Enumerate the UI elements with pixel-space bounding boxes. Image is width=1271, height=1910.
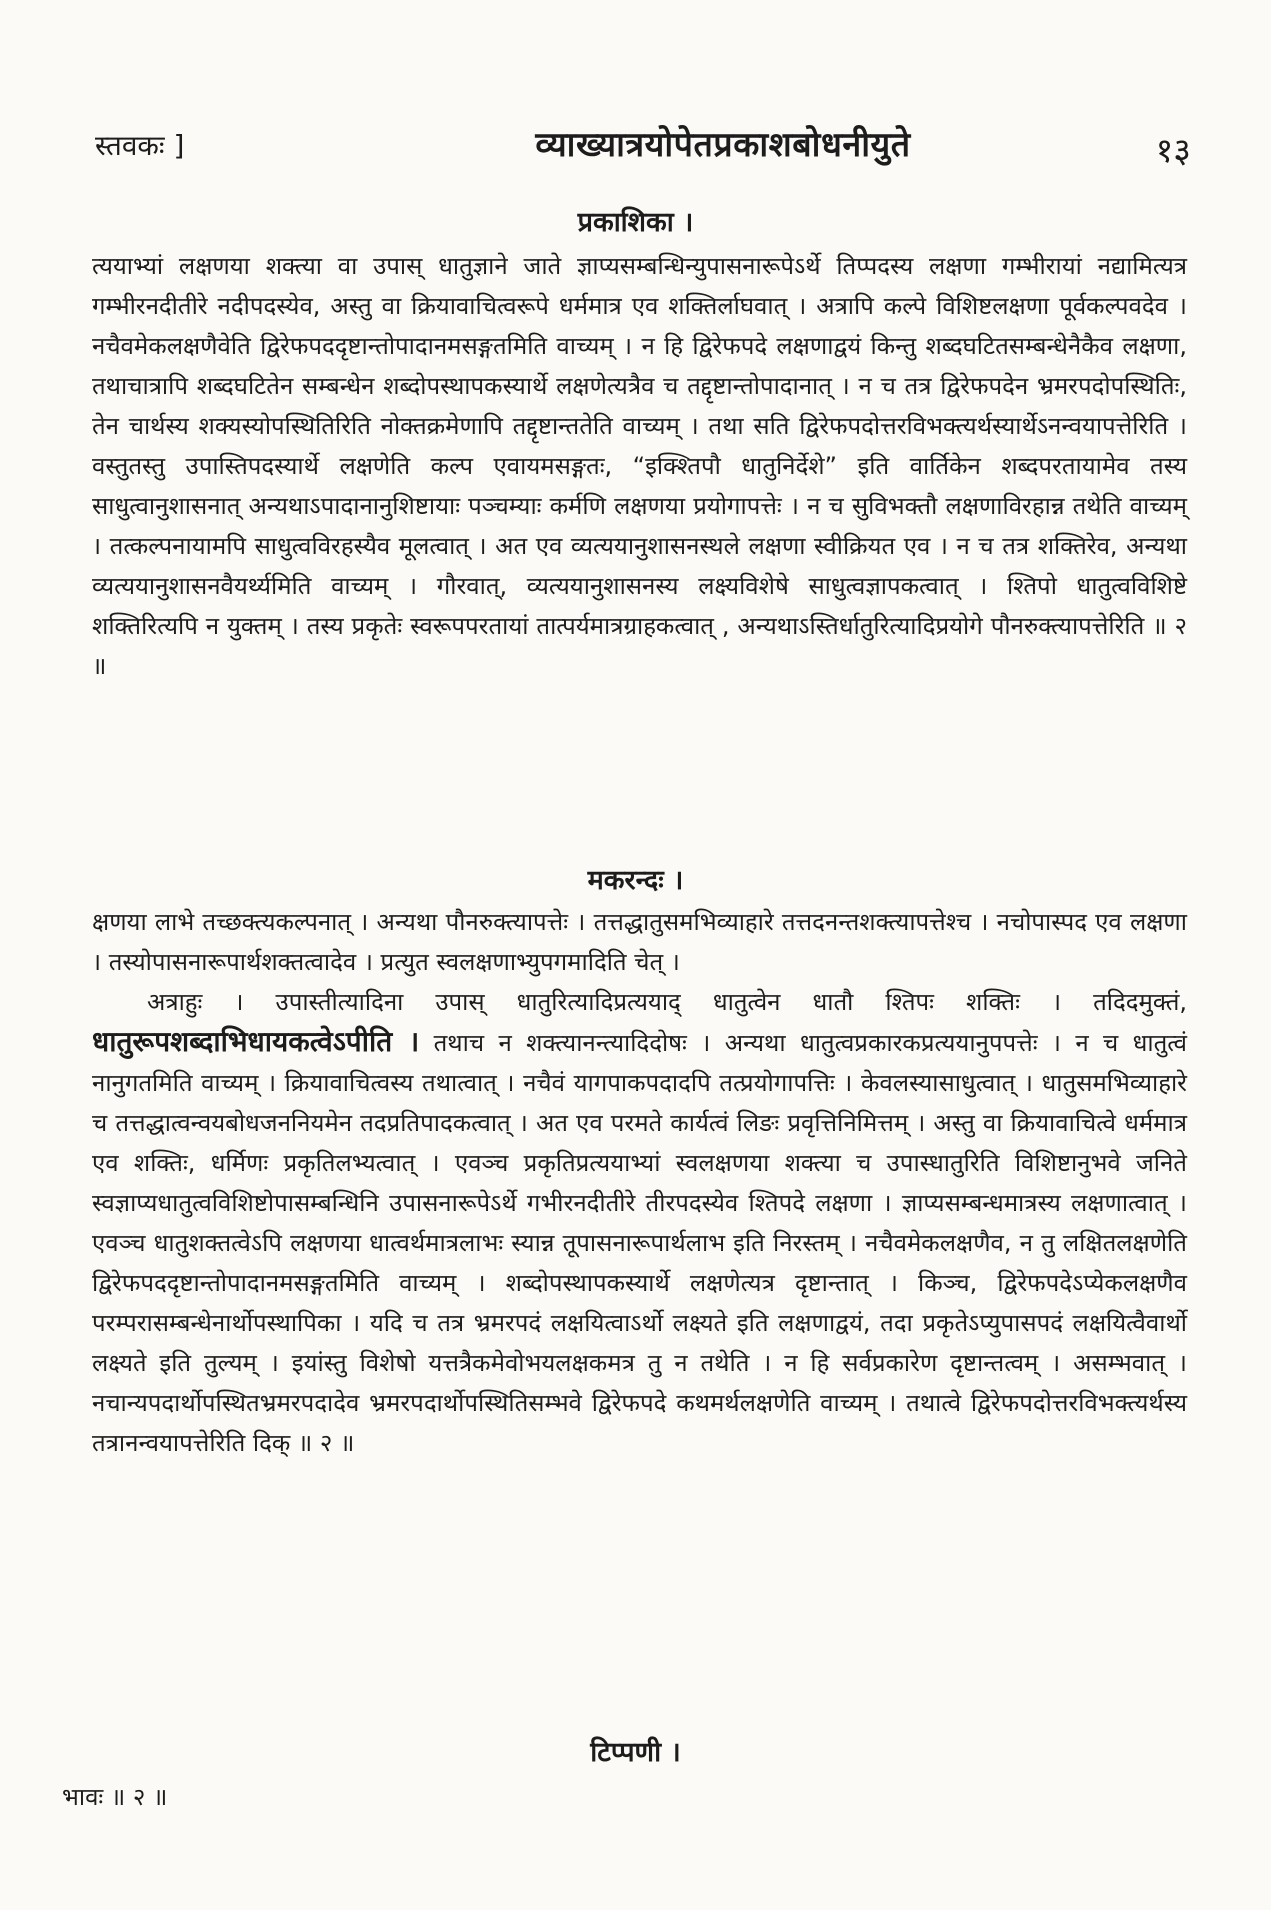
makaranda-paragraph-1: क्षणया लाभे तच्छक्त्यकल्पनात् । अन्यथा पौनरुक्त्यापत्तेः । तत्तद्धातुसमभिव्याहारे तत्तदनन्तशक्त्यापत्तेश्च । नचोपास्पद एव लक्षणा । तस्योपासनारूपार्थशक्तत्वादेव । प्रत्युत स्वलक्षणाभ्युपगमादिति चेत् । bbox=[92, 908, 1187, 976]
prakashika-heading: प्रकाशिका । bbox=[577, 207, 694, 238]
makaranda-para2-start: अत्राहुः । उपास्तीत्यादिना उपास् धातुरित्यादिप्रत्ययाद् धातुत्वेन धातौ श्तिपः शक्तिः । तदिदमुक्तं, bbox=[147, 988, 1187, 1016]
makaranda-paragraph-2 bbox=[92, 982, 1187, 1463]
makaranda-heading: मकरन्दः । bbox=[587, 865, 684, 896]
chapter-label: स्तवकः ] bbox=[95, 129, 185, 162]
page-number: १३ bbox=[1155, 131, 1191, 171]
makaranda-text bbox=[92, 902, 1187, 1463]
tippani-text: भावः ॥ २ ॥ bbox=[62, 1783, 168, 1811]
running-title: व्याख्यात्रयोपेतप्रकाशबोधनीयुते bbox=[535, 125, 911, 165]
running-head bbox=[95, 120, 1191, 170]
emphasized-quote: धातुरूपशब्दाभिधायकत्वेऽपीति । bbox=[92, 1025, 420, 1058]
makaranda-para2-rest: तथाच न शक्त्यानन्त्यादिदोषः । अन्यथा धातुत्वप्रकारकप्रत्ययानुपपत्तेः । न च धातुत्वं नानुगतमिति वाच्यम् । क्रियावाचित्वस्य तथात्वात् । नचैवं यागपाकपदादपि तत्प्रयोगापत्तिः । केवलस्यासाधुत्वात् । धातुसमभिव्याहारे च तत्तद्धात्वन्वयबोधजननियमेन तदप्रतिपादकत्वात् । अत एव परमते कार्यत्वं लिङः प्रवृत्तिनिमित्तम् । अस्तु वा क्रियावाचित्वे धर्ममात्र एव शक्तिः, धर्मिणः प्रकृतिलभ्यत्वात् । एवञ्च प्रकृतिप्रत्ययाभ्यां स्वलक्षणया शक्त्या च उपास्धातुरिति विशिष्टानुभवे जनिते स्वज्ञाप्यधातुत्वविशिष्टोपासम्बन्धिनि उपासनारूपेऽर्थे गभीरनदीतीरे तीरपदस्येव श्तिपदे लक्षणा । ज्ञाप्यसम्बन्धमात्रस्य लक्षणात्वात् । एवञ्च धातुशक्तत्वेऽपि लक्षणया धात्वर्थमात्रलाभः स्यान्न तूपासनारूपार्थलाभ इति निरस्तम् । नचैवमेकलक्षणैव, न तु लक्षितलक्षणेति द्विरेफपददृष्टान्तोपादानमसङ्गतमिति वाच्यम् । शब्दोपस्थापकस्यार्थे लक्षणेत्यत्र दृष्टान्तात् । किञ्च, द्विरेफपदेऽप्येकलक्षणैव परम्परासम्बन्धेनार्थोपस्थापिका । यदि च तत्र भ्रमरपदं लक्षयित्वाऽर्थो लक्ष्यते इति लक्षणाद्वयं, तदा प्रकृतेऽप्युपासपदं लक्षयित्वैवार्थो लक्ष्यते इति तुल्यम् । इयांस्तु विशेषो यत्तत्रैकमेवोभयलक्षकमत्र तु न तथेति । न हि सर्वप्रकारेण दृष्टान्तत्वम् । असम्भवात् । नचान्यपदार्थोपस्थितभ्रमरपदादेव भ्रमरपदार्थोपस्थितिसम्भवे द्विरेफपदे कथमर्थलक्षणेति वाच्यम् । तथात्वे द्विरेफपदोत्तरविभक्त्यर्थस्य तत्रानन्वयापत्तेरिति दिक् ॥ २ ॥ bbox=[92, 1029, 1187, 1457]
prakashika-text bbox=[92, 246, 1187, 686]
prakashika-paragraph: त्ययाभ्यां लक्षणया शक्त्या वा उपास् धातुज्ञाने जाते ज्ञाप्यसम्बन्धिन्युपासनारूपेऽर्थे तिप्पदस्य लक्षणा गम्भीरायां नद्यामित्यत्र गम्भीरनदीतीरे नदीपदस्येव, अस्तु वा क्रियावाचित्वरूपे धर्ममात्र एव शक्तिर्लाघवात् । अत्रापि कल्पे विशिष्टलक्षणा पूर्वकल्पवदेव । नचैवमेकलक्षणैवेति द्विरेफपददृष्टान्तोपादानमसङ्गतमिति वाच्यम् । न हि द्विरेफपदे लक्षणाद्वयं किन्तु शब्दघटितसम्बन्धेनैकैव लक्षणा, तथाचात्रापि शब्दघटितेन सम्बन्धेन शब्दोपस्थापकस्यार्थे लक्षणेत्यत्रैव च तद्दृष्टान्तोपादानात् । न च तत्र द्विरेफपदेन भ्रमरपदोपस्थितिः, तेन चार्थस्य शक्यस्योपस्थितिरिति नोक्तक्रमेणापि तद्दृष्टान्ततेति वाच्यम् । तथा सति द्विरेफपदोत्तरविभक्त्यर्थस्यार्थेऽनन्वयापत्तेरिति । वस्तुतस्तु उपास्तिपदस्यार्थे लक्षणेति कल्प एवायमसङ्गतः, “इक्श्तिपौ धातुनिर्देशे” इति वार्तिकेन शब्दपरतायामेव तस्य साधुत्वानुशासनात् अन्यथाऽपादानानुशिष्टायाः पञ्चम्याः कर्मणि लक्षणया प्रयोगापत्तेः । न च सुविभक्तौ लक्षणाविरहान्न तथेति वाच्यम् । तत्कल्पनायामपि साधुत्वविरहस्यैव मूलत्वात् । अत एव व्यत्ययानुशासनस्थले लक्षणा स्वीक्रियत एव । न च तत्र शक्तिरेव, अन्यथा व्यत्ययानुशासनवैयर्थ्यमिति वाच्यम् । गौरवात्, व्यत्ययानुशासनस्य लक्ष्यविशेषे साधुत्वज्ञापकत्वात् । श्तिपो धातुत्वविशिष्टे शक्तिरित्यपि न युक्तम् । तस्य प्रकृतेः स्वरूपपरतायां तात्पर्यमात्रग्राहकत्वात् , अन्यथाऽस्तिर्धातुरित्यादिप्रयोगे पौनरुक्त्यापत्तेरिति ॥ २ ॥ bbox=[92, 252, 1187, 680]
tippani-heading: टिप्पणी । bbox=[590, 1737, 681, 1768]
